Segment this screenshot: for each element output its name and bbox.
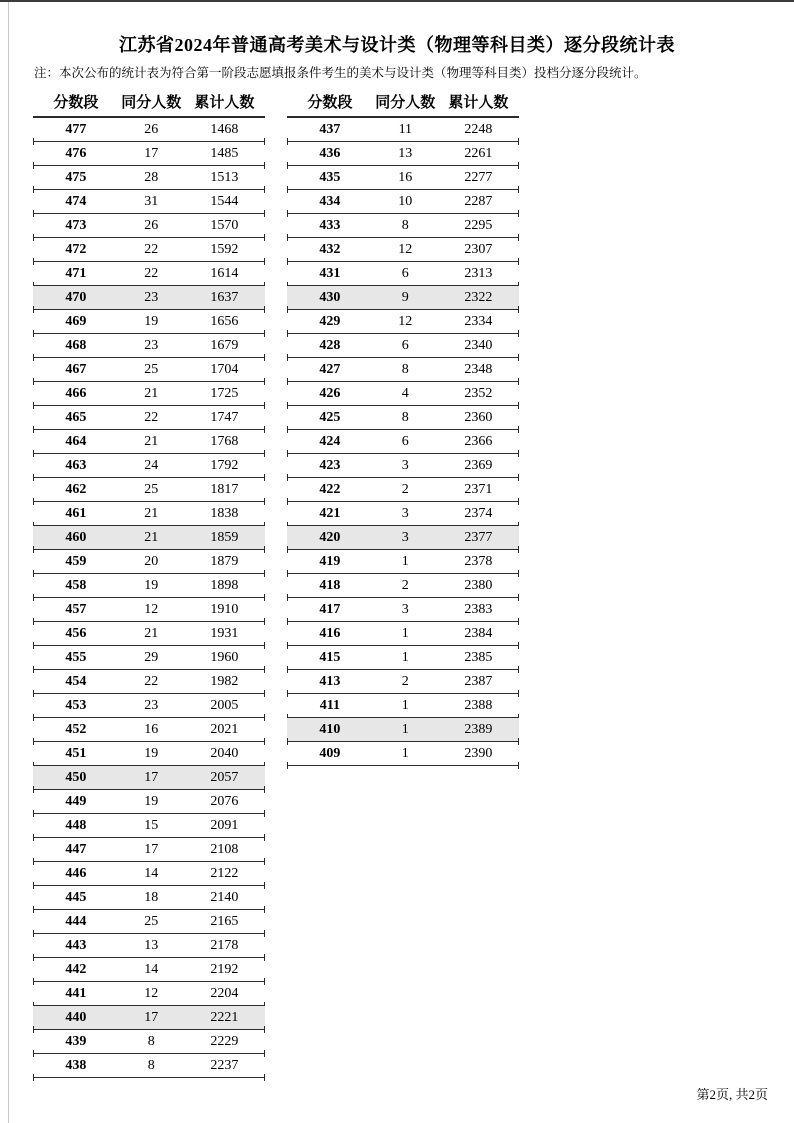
same-score-count-cell: 25	[144, 481, 159, 497]
same-score-count-cell: 17	[144, 841, 159, 857]
table-row	[287, 406, 519, 430]
table-header-row	[33, 93, 265, 118]
same-score-count-cell: 23	[144, 289, 159, 305]
same-score-count-cell: 1	[401, 745, 409, 761]
score-cell: 415	[319, 649, 341, 665]
same-score-count-cell: 3	[401, 457, 409, 473]
cumulative-count-cell: 1792	[210, 457, 239, 473]
same-score-count-cell: 3	[401, 505, 409, 521]
score-cell: 444	[65, 913, 87, 929]
score-cell: 445	[65, 889, 87, 905]
cumulative-count-cell: 2287	[464, 193, 493, 209]
cumulative-count-cell: 2377	[464, 529, 493, 545]
score-cell: 417	[319, 601, 341, 617]
table-row	[287, 670, 519, 694]
table-row	[287, 310, 519, 334]
cumulative-count-cell: 2384	[464, 625, 493, 641]
same-score-count-cell: 29	[144, 649, 159, 665]
table-row	[33, 718, 265, 742]
cumulative-count-cell: 2385	[464, 649, 493, 665]
same-score-count-cell: 19	[144, 577, 159, 593]
table-row	[33, 430, 265, 454]
cumulative-count-cell: 2369	[464, 457, 493, 473]
table-body	[33, 118, 265, 1078]
score-cell: 409	[319, 745, 341, 761]
score-cell: 433	[319, 217, 341, 233]
cumulative-count-cell: 2371	[464, 481, 493, 497]
cumulative-count-cell: 1817	[210, 481, 239, 497]
table-row	[33, 262, 265, 286]
cumulative-count-cell: 2204	[210, 985, 239, 1001]
same-score-count-cell: 1	[401, 553, 409, 569]
score-cell: 446	[65, 865, 87, 881]
table-row	[33, 214, 265, 238]
same-score-count-cell: 2	[401, 481, 409, 497]
table-row	[287, 742, 519, 766]
table-row	[287, 598, 519, 622]
cumulative-count-cell: 2221	[210, 1009, 239, 1025]
same-score-count-cell: 14	[144, 865, 159, 881]
cumulative-count-cell: 2005	[210, 697, 239, 713]
cumulative-count-cell: 2122	[210, 865, 239, 881]
score-cell: 455	[65, 649, 87, 665]
score-cell: 449	[65, 793, 87, 809]
table-row	[287, 190, 519, 214]
table-row	[287, 622, 519, 646]
table-row	[33, 574, 265, 598]
cumulative-count-cell: 1960	[210, 649, 239, 665]
score-cell: 459	[65, 553, 87, 569]
cumulative-count-cell: 2307	[464, 241, 493, 257]
score-cell: 416	[319, 625, 341, 641]
score-cell: 427	[319, 361, 341, 377]
same-score-count-cell: 3	[401, 529, 409, 545]
table-row	[33, 142, 265, 166]
table-row	[287, 430, 519, 454]
same-score-count-cell: 2	[401, 673, 409, 689]
cumulative-count-cell: 2277	[464, 169, 493, 185]
same-score-count-cell: 4	[401, 385, 409, 401]
score-cell: 448	[65, 817, 87, 833]
same-score-count-cell: 13	[144, 937, 159, 953]
same-score-count-cell: 23	[144, 337, 159, 353]
score-table-right	[287, 93, 519, 1078]
same-score-count-cell: 28	[144, 169, 159, 185]
cumulative-count-cell: 1637	[210, 289, 239, 305]
table-row	[33, 382, 265, 406]
same-score-count-cell: 26	[144, 121, 159, 137]
score-cell: 419	[319, 553, 341, 569]
same-score-count-cell: 12	[144, 985, 159, 1001]
same-score-count-cell: 22	[144, 673, 159, 689]
table-row	[33, 670, 265, 694]
cumulative-count-cell: 2165	[210, 913, 239, 929]
cumulative-count-cell: 2091	[210, 817, 239, 833]
table-row	[33, 982, 265, 1006]
score-cell: 441	[65, 985, 87, 1001]
score-cell: 431	[319, 265, 341, 281]
cumulative-count-cell: 2322	[464, 289, 493, 305]
same-score-count-cell: 25	[144, 913, 159, 929]
cumulative-count-cell: 2057	[210, 769, 239, 785]
cumulative-count-cell: 1679	[210, 337, 239, 353]
cumulative-count-cell: 2352	[464, 385, 493, 401]
table-row	[287, 694, 519, 718]
table-row	[33, 1006, 265, 1030]
cumulative-count-cell: 2383	[464, 601, 493, 617]
cumulative-count-cell: 2360	[464, 409, 493, 425]
score-cell: 413	[319, 673, 341, 689]
table-row	[33, 358, 265, 382]
same-score-count-cell: 6	[401, 265, 409, 281]
cumulative-count-cell: 2140	[210, 889, 239, 905]
same-score-count-cell: 1	[401, 697, 409, 713]
same-score-count-cell: 19	[144, 745, 159, 761]
score-cell: 424	[319, 433, 341, 449]
score-cell: 457	[65, 601, 87, 617]
page-number-footer: 第2页, 共2页	[696, 1087, 768, 1102]
table-row	[33, 166, 265, 190]
same-score-count-cell: 2	[401, 577, 409, 593]
same-score-count-cell: 15	[144, 817, 159, 833]
table-row	[33, 238, 265, 262]
score-cell: 430	[319, 289, 341, 305]
score-cell: 435	[319, 169, 341, 185]
same-score-count-cell: 24	[144, 457, 159, 473]
table-row	[33, 646, 265, 670]
score-cell: 439	[65, 1033, 87, 1049]
score-cell: 420	[319, 529, 341, 545]
same-score-count-cell: 21	[144, 625, 159, 641]
table-row	[287, 166, 519, 190]
cumulative-count-cell: 2261	[464, 145, 493, 161]
same-score-count-cell: 18	[144, 889, 159, 905]
score-cell: 467	[65, 361, 87, 377]
table-row	[287, 262, 519, 286]
same-score-count-cell: 21	[144, 505, 159, 521]
same-score-count-cell: 1	[401, 625, 409, 641]
table-row	[33, 910, 265, 934]
cumulative-count-cell: 2334	[464, 313, 493, 329]
score-cell: 461	[65, 505, 87, 521]
score-cell: 426	[319, 385, 341, 401]
table-row	[33, 526, 265, 550]
same-score-count-cell: 3	[401, 601, 409, 617]
table-row	[33, 1030, 265, 1054]
table-row	[33, 886, 265, 910]
table-row	[287, 238, 519, 262]
same-score-count-cell: 17	[144, 1009, 159, 1025]
score-cell: 466	[65, 385, 87, 401]
table-row	[287, 382, 519, 406]
table-header-row	[287, 93, 519, 118]
same-score-count-cell: 25	[144, 361, 159, 377]
table-row	[287, 502, 519, 526]
same-score-count-cell: 10	[398, 193, 413, 209]
score-cell: 442	[65, 961, 87, 977]
cumulative-count-cell: 1592	[210, 241, 239, 257]
same-score-count-cell: 21	[144, 433, 159, 449]
same-score-count-cell: 12	[398, 241, 413, 257]
cumulative-count-cell: 2380	[464, 577, 493, 593]
table-row	[287, 718, 519, 742]
same-score-count-cell: 31	[144, 193, 159, 209]
cumulative-count-cell: 1513	[210, 169, 239, 185]
cumulative-count-cell: 1910	[210, 601, 239, 617]
cumulative-count-header: 累计人数	[448, 95, 509, 111]
cumulative-count-cell: 1570	[210, 217, 239, 233]
same-score-count-cell: 17	[144, 769, 159, 785]
score-cell: 468	[65, 337, 87, 353]
cumulative-count-cell: 1859	[210, 529, 239, 545]
table-row	[33, 958, 265, 982]
table-row	[33, 742, 265, 766]
table-row	[33, 478, 265, 502]
table-row	[287, 358, 519, 382]
cumulative-count-cell: 1747	[210, 409, 239, 425]
table-row	[33, 454, 265, 478]
cumulative-count-cell: 2021	[210, 721, 239, 737]
same-score-count-cell: 16	[144, 721, 159, 737]
cumulative-count-cell: 2295	[464, 217, 493, 233]
same-score-count-header: 同分人数	[121, 95, 182, 111]
same-score-count-cell: 22	[144, 409, 159, 425]
cumulative-count-cell: 2076	[210, 793, 239, 809]
cumulative-count-cell: 1931	[210, 625, 239, 641]
same-score-count-cell: 16	[398, 169, 413, 185]
table-row	[287, 454, 519, 478]
score-cell: 428	[319, 337, 341, 353]
table-row	[33, 310, 265, 334]
page-title: 江苏省2024年普通高考美术与设计类（物理等科目类）逐分段统计表	[119, 35, 675, 55]
cumulative-count-cell: 1898	[210, 577, 239, 593]
table-row	[33, 502, 265, 526]
table-row	[33, 862, 265, 886]
score-cell: 451	[65, 745, 87, 761]
page-left-edge-line	[8, 2, 9, 1123]
same-score-count-cell: 11	[398, 121, 413, 137]
cumulative-count-cell: 1725	[210, 385, 239, 401]
cumulative-count-cell: 2387	[464, 673, 493, 689]
table-row	[33, 334, 265, 358]
same-score-count-cell: 6	[401, 337, 409, 353]
same-score-count-cell: 1	[401, 721, 409, 737]
cumulative-count-cell: 1614	[210, 265, 239, 281]
cumulative-count-cell: 1656	[210, 313, 239, 329]
cumulative-count-cell: 1879	[210, 553, 239, 569]
table-row	[287, 118, 519, 142]
table-row	[33, 790, 265, 814]
table-row	[287, 286, 519, 310]
score-cell: 471	[65, 265, 87, 281]
same-score-count-cell: 8	[147, 1057, 155, 1073]
tables-container	[33, 93, 794, 1078]
score-cell: 474	[65, 193, 87, 209]
same-score-count-cell: 19	[144, 793, 159, 809]
cumulative-count-cell: 2313	[464, 265, 493, 281]
table-row	[33, 118, 265, 142]
cumulative-count-cell: 1704	[210, 361, 239, 377]
score-cell: 453	[65, 697, 87, 713]
score-cell: 447	[65, 841, 87, 857]
table-row	[287, 526, 519, 550]
cumulative-count-cell: 2389	[464, 721, 493, 737]
cumulative-count-cell: 2340	[464, 337, 493, 353]
score-cell: 421	[319, 505, 341, 521]
table-row	[33, 1054, 265, 1078]
score-table-left	[33, 93, 265, 1078]
same-score-count-cell: 12	[144, 601, 159, 617]
cumulative-count-cell: 1838	[210, 505, 239, 521]
cumulative-count-cell: 2374	[464, 505, 493, 521]
same-score-count-cell: 21	[144, 385, 159, 401]
table-row	[33, 598, 265, 622]
table-body	[287, 118, 519, 766]
table-row	[33, 190, 265, 214]
score-cell: 475	[65, 169, 87, 185]
score-cell: 476	[65, 145, 87, 161]
score-cell: 422	[319, 481, 341, 497]
table-row	[287, 574, 519, 598]
score-cell: 456	[65, 625, 87, 641]
same-score-count-cell: 13	[398, 145, 413, 161]
score-cell: 473	[65, 217, 87, 233]
cumulative-count-cell: 2192	[210, 961, 239, 977]
same-score-count-cell: 23	[144, 697, 159, 713]
score-cell: 462	[65, 481, 87, 497]
cumulative-count-cell: 2378	[464, 553, 493, 569]
score-cell: 458	[65, 577, 87, 593]
same-score-count-cell: 22	[144, 241, 159, 257]
score-cell: 410	[319, 721, 341, 737]
score-cell: 440	[65, 1009, 87, 1025]
table-row	[287, 142, 519, 166]
table-row	[287, 646, 519, 670]
score-cell: 429	[319, 313, 341, 329]
cumulative-count-cell: 2229	[210, 1033, 239, 1049]
cumulative-count-cell: 2348	[464, 361, 493, 377]
table-row	[287, 214, 519, 238]
score-cell: 434	[319, 193, 341, 209]
same-score-count-header: 同分人数	[375, 95, 436, 111]
same-score-count-cell: 1	[401, 649, 409, 665]
score-cell: 436	[319, 145, 341, 161]
table-row	[33, 814, 265, 838]
score-cell: 463	[65, 457, 87, 473]
same-score-count-cell: 8	[401, 409, 409, 425]
same-score-count-cell: 8	[401, 361, 409, 377]
same-score-count-cell: 6	[401, 433, 409, 449]
same-score-count-cell: 9	[401, 289, 409, 305]
same-score-count-cell: 22	[144, 265, 159, 281]
table-row	[33, 406, 265, 430]
score-cell: 477	[65, 121, 87, 137]
table-row	[33, 766, 265, 790]
same-score-count-cell: 8	[401, 217, 409, 233]
score-cell: 423	[319, 457, 341, 473]
score-range-header: 分数段	[307, 95, 353, 111]
cumulative-count-cell: 1468	[210, 121, 239, 137]
same-score-count-cell: 17	[144, 145, 159, 161]
same-score-count-cell: 8	[147, 1033, 155, 1049]
score-cell: 438	[65, 1057, 87, 1073]
score-cell: 437	[319, 121, 341, 137]
cumulative-count-cell: 1768	[210, 433, 239, 449]
score-cell: 464	[65, 433, 87, 449]
score-cell: 411	[319, 697, 341, 713]
cumulative-count-cell: 2248	[464, 121, 493, 137]
score-cell: 425	[319, 409, 341, 425]
cumulative-count-cell: 1485	[210, 145, 239, 161]
table-row	[287, 550, 519, 574]
score-cell: 452	[65, 721, 87, 737]
score-cell: 460	[65, 529, 87, 545]
score-cell: 443	[65, 937, 87, 953]
cumulative-count-cell: 2366	[464, 433, 493, 449]
score-cell: 418	[319, 577, 341, 593]
table-row	[287, 478, 519, 502]
score-cell: 465	[65, 409, 87, 425]
cumulative-count-cell: 2237	[210, 1057, 239, 1073]
score-cell: 454	[65, 673, 87, 689]
table-row	[33, 934, 265, 958]
same-score-count-cell: 19	[144, 313, 159, 329]
cumulative-count-cell: 2040	[210, 745, 239, 761]
table-row	[33, 286, 265, 310]
note-text: 注：本次公布的统计表为符合第一阶段志愿填报条件考生的美术与设计类（物理等科目类）投档分逐分段统计。	[34, 66, 647, 80]
score-range-header: 分数段	[53, 95, 99, 111]
score-cell: 469	[65, 313, 87, 329]
table-row	[33, 694, 265, 718]
same-score-count-cell: 12	[398, 313, 413, 329]
table-row	[287, 334, 519, 358]
same-score-count-cell: 21	[144, 529, 159, 545]
cumulative-count-cell: 1544	[210, 193, 239, 209]
table-row	[33, 622, 265, 646]
cumulative-count-cell: 1982	[210, 673, 239, 689]
score-cell: 472	[65, 241, 87, 257]
same-score-count-cell: 20	[144, 553, 159, 569]
same-score-count-cell: 14	[144, 961, 159, 977]
cumulative-count-cell: 2390	[464, 745, 493, 761]
cumulative-count-cell: 2108	[210, 841, 239, 857]
same-score-count-cell: 26	[144, 217, 159, 233]
score-cell: 470	[65, 289, 87, 305]
table-row	[33, 838, 265, 862]
cumulative-count-header: 累计人数	[194, 95, 255, 111]
table-row	[33, 550, 265, 574]
score-cell: 450	[65, 769, 87, 785]
cumulative-count-cell: 2178	[210, 937, 239, 953]
cumulative-count-cell: 2388	[464, 697, 493, 713]
score-cell: 432	[319, 241, 341, 257]
